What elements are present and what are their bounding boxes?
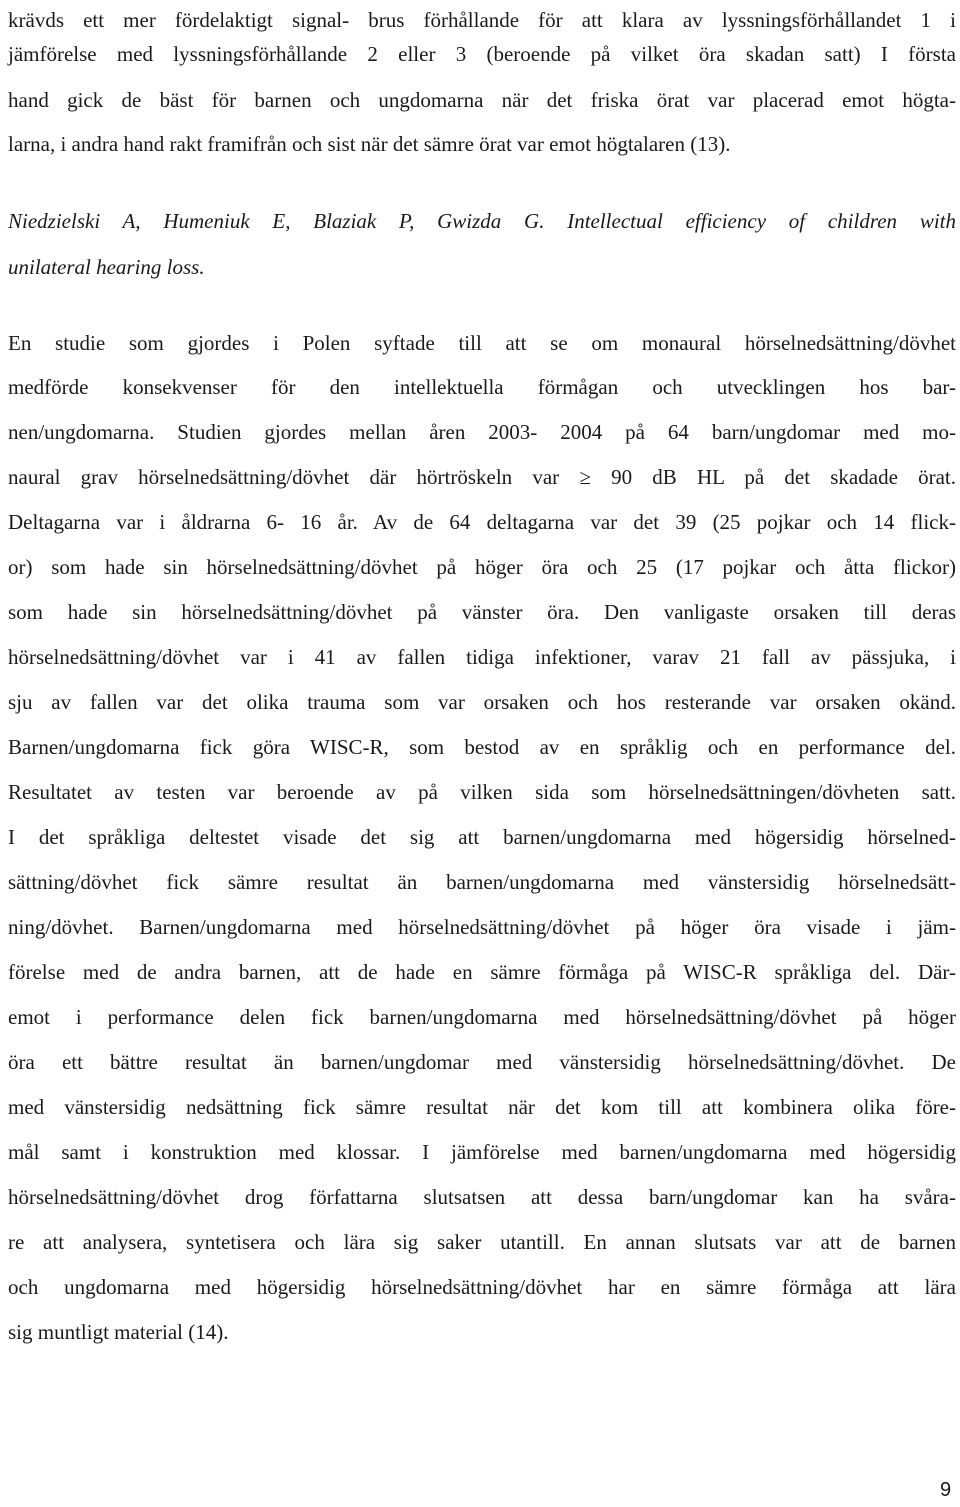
text-line: sju av fallen var det olika trauma som var orsaken och hos resterande var orsaken okänd. [8, 690, 956, 714]
text-line: förelse med de andra barnen, att de hade en sämre förmåga på WISC-R språkliga del. Där- [8, 960, 956, 984]
text-line: Barnen/ungdomarna fick göra WISC-R, som bestod av en språklig och en performance del. [8, 735, 956, 759]
text-line: och ungdomarna med högersidig hörselnedsättning/dövhet har en sämre förmåga att lära [8, 1275, 956, 1299]
text-line: En studie som gjordes i Polen syftade till att se om monaural hörselnedsättning/dövhet [8, 331, 956, 355]
page-number: 9 [940, 1479, 952, 1501]
text-line: emot i performance delen fick barnen/ungdomarna med hörselnedsättning/dövhet på höger [8, 1005, 956, 1029]
text-line: sättning/dövhet fick sämre resultat än barnen/ungdomarna med vänstersidig hörselnedsätt- [8, 870, 956, 894]
text-line: sig muntligt material (14). [8, 1320, 229, 1344]
text-line: nen/ungdomarna. Studien gjordes mellan åren 2003- 2004 på 64 barn/ungdomar med mo- [8, 420, 956, 444]
reference-line: unilateral hearing loss. [8, 255, 205, 279]
text-line: hörselnedsättning/dövhet var i 41 av fallen tidiga infektioner, varav 21 fall av pässjuka, i [8, 645, 956, 669]
text-line: or) som hade sin hörselnedsättning/dövhet på höger öra och 25 (17 pojkar och åtta flickor) [8, 555, 956, 579]
text-line: Deltagarna var i åldrarna 6- 16 år. Av de 64 deltagarna var det 39 (25 pojkar och 14 flick- [8, 510, 956, 534]
text-line: som hade sin hörselnedsättning/dövhet på vänster öra. Den vanligaste orsaken till deras [8, 600, 956, 624]
text-line: re att analysera, syntetisera och lära sig saker utantill. En annan slutsats var att de barnen [8, 1230, 956, 1254]
text-line: mål samt i konstruktion med klossar. I jämförelse med barnen/ungdomarna med högersidig [8, 1140, 956, 1164]
text-line: hörselnedsättning/dövhet drog författarna slutsatsen att dessa barn/ungdomar kan ha svåra- [8, 1185, 956, 1209]
text-line: med vänstersidig nedsättning fick sämre resultat när det kom till att kombinera olika före- [8, 1095, 956, 1119]
text-line: naural grav hörselnedsättning/dövhet där hörtröskeln var ≥ 90 dB HL på det skadade örat. [8, 465, 956, 489]
text-line: larna, i andra hand rakt framifrån och sist när det sämre örat var emot högtalaren (13). [8, 132, 731, 156]
text-line: I det språkliga deltestet visade det sig att barnen/ungdomarna med högersidig hörselned- [8, 825, 956, 849]
text-line: ning/dövhet. Barnen/ungdomarna med hörselnedsättning/dövhet på höger öra visade i jäm- [8, 915, 956, 939]
text-line: öra ett bättre resultat än barnen/ungdomar med vänstersidig hörselnedsättning/dövhet. De [8, 1050, 956, 1074]
text-line: medförde konsekvenser för den intellektuella förmågan och utvecklingen hos bar- [8, 375, 956, 399]
reference-line: Niedzielski A, Humeniuk E, Blaziak P, Gwizda G. Intellectual efficiency of children with [8, 209, 956, 233]
text-line: hand gick de bäst för barnen och ungdomarna när det friska örat var placerad emot högta- [8, 88, 956, 112]
text-line: krävds ett mer fördelaktigt signal- brus förhållande för att klara av lyssningsförhållandet 1 i [8, 8, 956, 32]
text-line: jämförelse med lyssningsförhållande 2 eller 3 (beroende på vilket öra skadan satt) I första [8, 42, 956, 66]
text-line: Resultatet av testen var beroende av på vilken sida som hörselnedsättningen/dövheten satt. [8, 780, 956, 804]
